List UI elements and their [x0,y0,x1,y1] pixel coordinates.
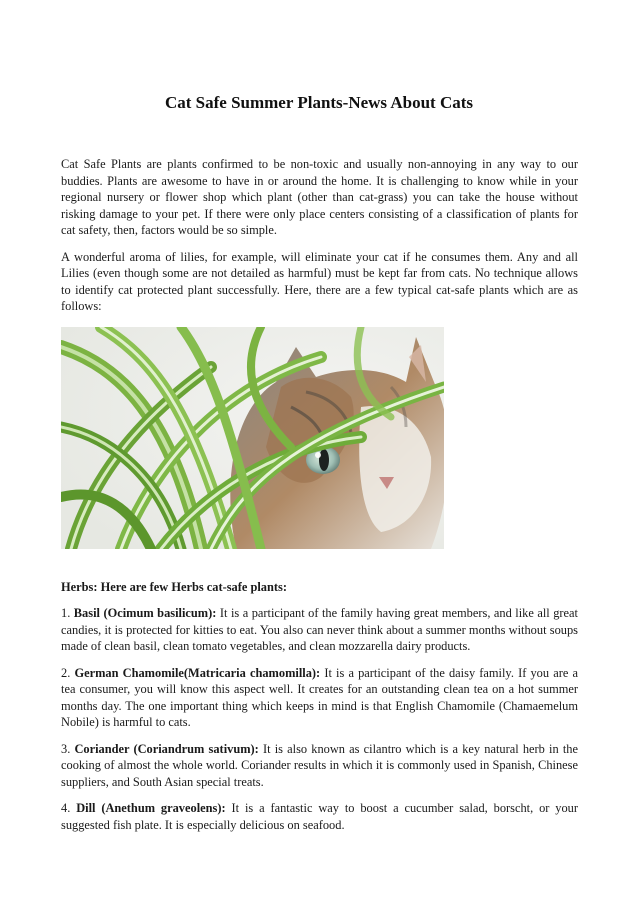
herb-description: It is a participant of the daisy family. If you are a tea consumer, you will know this aspect well. It creates for an outstanding clean tea on a hot summer months day. The one important thing which keeps in mind is that English Chamomile (Chamaemelum Nobile) is harmful to cats. [61,665,578,729]
herb-number: 3. [61,741,71,756]
cat-plant-photo [61,327,444,549]
herbs-heading: Herbs: Here are few Herbs cat-safe plants: [61,579,287,594]
herb-number: 2. [61,665,71,680]
herb-item-dill [61,800,578,833]
herb-name: Dill (Anethum graveolens): [76,801,226,815]
herb-item-coriander [61,741,578,791]
herb-description: It is a fantastic way to boost a cucumber salad, borscht, or your suggested fish plate. It is especially delicious on seafood. [61,801,578,832]
herb-item-chamomile [61,665,578,731]
herb-description: It is a participant of the family having great members, and like all great candies, it is protected for kitties to eat. You also can never think about a summer months without soups made of clean basil, clean tomato vegetables, and clean mozzarella dairy products. [61,606,578,653]
herb-number: 1. [61,606,71,620]
herb-item-basil [61,605,578,655]
herb-description: It is also known as cilantro which is a key natural herb in the cooking of almost the whole world. Coriander results in which it is commonly used in Spanish, Chinese suppliers, and South Asian special treats. [61,741,578,789]
intro-paragraph-2: A wonderful aroma of lilies, for example, will eliminate your cat if he consumes them. Any and all Lilies (even though some are not detailed as harmful) must be kept far from cats. No technique allows to identify cat protected plant successfully. Here, there are a few typical cat-safe plants which are as follows: [61,249,578,313]
herb-number: 4. [61,801,71,815]
herb-name: German Chamomile(Matricaria chamomilla): [74,665,321,680]
herb-name: Coriander (Coriandrum sativum): [74,741,259,756]
page-title: Cat Safe Summer Plants-News About Cats [164,93,474,112]
herb-name: Basil (Ocimum basilicum): [73,606,217,620]
article-body [61,156,578,843]
intro-paragraph-1: Cat Safe Plants are plants confirmed to be non-toxic and usually non-annoying in any way to our buddies. Plants are awesome to have in or around the home. It is challenging to know while in your regional nursery or flower shop which plant (other than cat-grass) you can take the house without risking damage to your pet. If there were only place centers consisting of a classification of plants for cat safety, then, factors would be so simple. [61,157,578,237]
